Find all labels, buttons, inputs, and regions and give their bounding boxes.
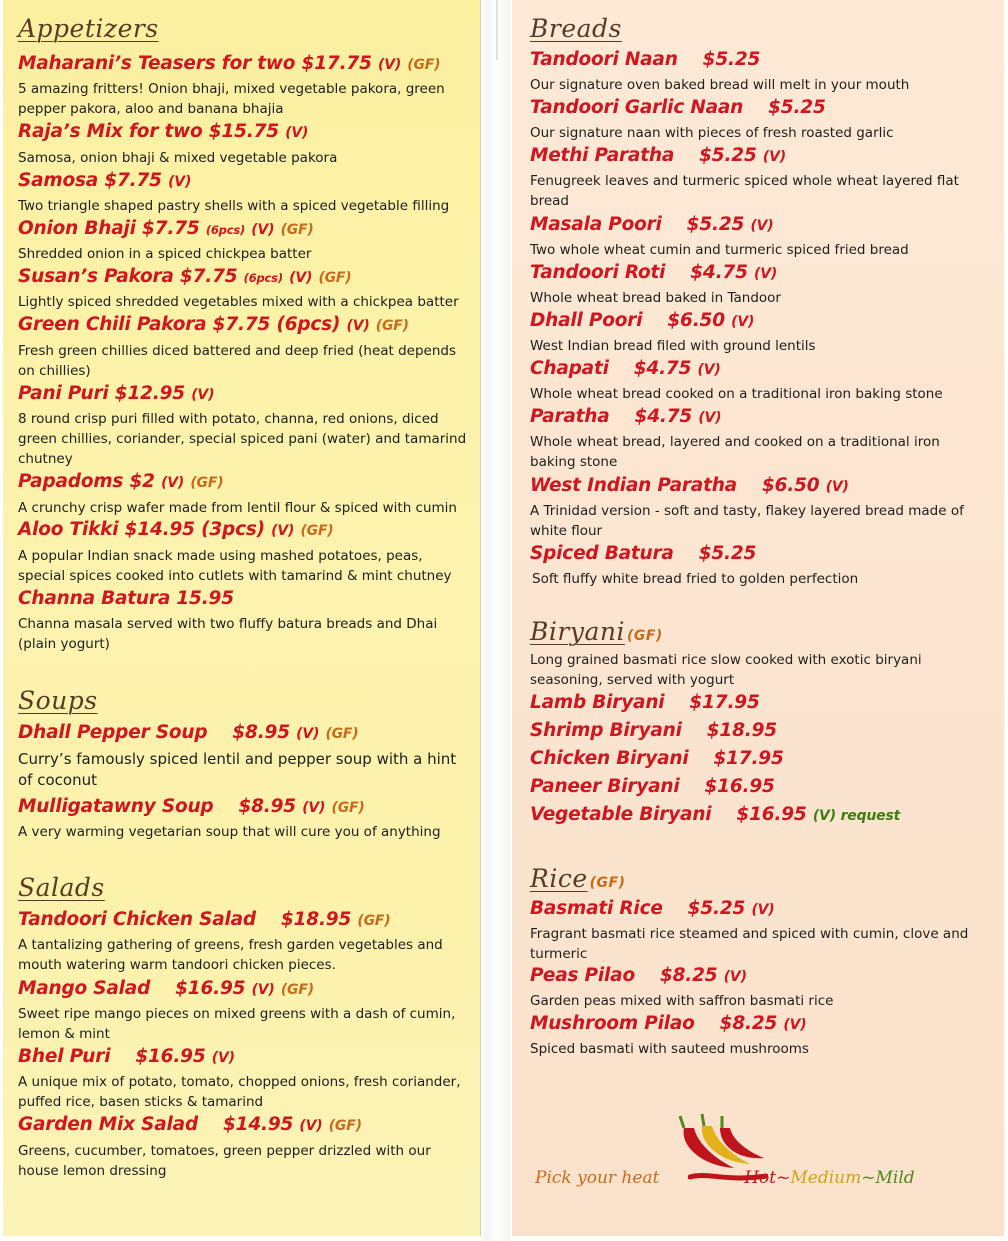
menu-item-description: Fresh green chillies diced battered and deep fried (heat depends on chillies) [18,343,457,379]
menu-item-name: Garden Mix Salad $14.95 (V) (GF) [18,1114,362,1135]
menu-item-name: Lamb Biryani $17.95 [530,692,760,713]
menu-item-name: Tandoori Garlic Naan $5.25 [530,97,826,118]
menu-item-name: Vegetable Biryani $16.95 (V) request [530,804,901,825]
menu-item-description: Two whole wheat cumin and turmeric spiced fried bread [530,242,909,258]
menu-item-description: Garden peas mixed with saffron basmati rice [530,993,834,1009]
breads-heading: Breads [530,14,622,43]
menu-item-description: A tantalizing gathering of greens, fresh garden vegetables and mouth watering warm tandoori chicken pieces. [18,937,443,973]
menu-item-description: Fenugreek leaves and turmeric spiced whole wheat layered flat bread [530,173,959,209]
menu-item-description: Whole wheat bread cooked on a traditional iron baking stone [530,386,943,402]
heat-medium: Medium [790,1168,862,1188]
heat-mild: Mild [875,1168,915,1188]
menu-item-name: Green Chili Pakora $7.75 (6pcs) (V) (GF) [18,314,409,335]
menu-item-description: Sweet ripe mango pieces on mixed greens with a dash of cumin, lemon & mint [18,1006,456,1042]
page-fold [484,0,510,1241]
menu-item-description: Whole wheat bread baked in Tandoor [530,290,781,306]
menu-item-description: Our signature oven baked bread will melt in your mouth [530,77,910,93]
menu-item-description: Whole wheat bread, layered and cooked on a traditional iron baking stone [530,434,940,470]
menu-item-description: Samosa, onion bhaji & mixed vegetable pakora [18,150,338,166]
salads-heading: Salads [18,873,105,902]
menu-item-description: Soft fluffy white bread fried to golden perfection [532,571,859,587]
heat-label: Pick your heat [535,1168,660,1188]
menu-item-name: Tandoori Naan $5.25 [530,49,761,70]
menu-item-name: Bhel Puri $16.95 (V) [18,1046,235,1067]
menu-item-description: A very warming vegetarian soup that will cure you of anything [18,824,441,840]
menu-item-description: A Trinidad version - soft and tasty, flakey layered bread made of white flour [530,503,964,539]
menu-item-name: Mushroom Pilao $8.25 (V) [530,1013,807,1034]
menu-item-name: Spiced Batura $5.25 [530,543,757,564]
menu-item-name: Aloo Tikki $14.95 (3pcs) (V) (GF) [18,519,334,540]
menu-item-description: A popular Indian snack made using mashed potatoes, peas, special spices cooked into cutlets with tamarind & mint chutney [18,548,452,584]
menu-item-name: Masala Poori $5.25 (V) [530,214,774,235]
menu-item-description: Two triangle shaped pastry shells with a spiced vegetable filling [18,198,450,214]
menu-item-description: A unique mix of potato, tomato, chopped onions, fresh coriander, puffed rice, basen sticks & tamarind [18,1074,461,1110]
menu-item-name: Raja’s Mix for two $15.75 (V) [18,121,309,142]
menu-item-description: Channa masala served with two fluffy batura breads and Dhai (plain yogurt) [18,616,438,652]
menu-item-description: Curry’s famously spiced lentil and pepper soup with a hint of coconut [18,750,457,789]
menu-item-name: Shrimp Biryani $18.95 [530,720,777,741]
menu-item-name: Tandoori Roti $4.75 (V) [530,262,778,283]
menu-item-name: Pani Puri $12.95 (V) [18,383,215,404]
menu-item-name: Chapati $4.75 (V) [530,358,721,379]
menu-item-name: Paratha $4.75 (V) [530,406,722,427]
menu-item-name: West Indian Paratha $6.50 (V) [530,475,849,496]
soups-heading: Soups [18,686,98,715]
menu-item-name: Tandoori Chicken Salad $18.95 (GF) [18,909,391,930]
menu-item-name: Papadoms $2 (V) (GF) [18,471,224,492]
menu-item-description: Greens, cucumber, tomatoes, green pepper drizzled with our house lemon dressing [18,1143,431,1179]
menu-item-name: Onion Bhaji $7.75 (6pcs) (V) (GF) [18,218,314,239]
menu-item-description: 8 round crisp puri filled with potato, channa, red onions, diced green chillies, coriander, special spiced pani (water) and tamarind chutney [18,411,467,467]
menu-item-description: A crunchy crisp wafer made from lentil flour & spiced with cumin [18,500,457,516]
rice-heading: Rice (GF) [530,864,626,893]
biryani-description: Long grained basmati rice slow cooked with exotic biryani seasoning, served with yogurt [530,652,922,688]
appetizers-heading: Appetizers [18,14,159,43]
menu-item-description: Shredded onion in a spiced chickpea batter [18,246,312,262]
menu-item-description: Lightly spiced shredded vegetables mixed with a chickpea batter [18,294,459,310]
chili-peppers-icon [672,1106,772,1176]
menu-item-name: Dhall Pepper Soup $8.95 (V) (GF) [18,722,359,743]
menu-item-name: Paneer Biryani $16.95 [530,776,775,797]
menu-item-name: Chicken Biryani $17.95 [530,748,784,769]
biryani-heading: Biryani (GF) [530,617,663,646]
menu-item-description: Fragrant basmati rice steamed and spiced with cumin, clove and turmeric [530,926,969,962]
menu-item-name: Basmati Rice $5.25 (V) [530,898,775,919]
menu-item-name: Peas Pilao $8.25 (V) [530,965,747,986]
menu-item-name: Maharani’s Teasers for two $17.75 (V) (GF) [18,53,441,74]
menu-item-description: Our signature naan with pieces of fresh roasted garlic [530,125,894,141]
menu-item-description: 5 amazing fritters! Onion bhaji, mixed vegetable pakora, green pepper pakora, aloo and banana bhajia [18,81,445,117]
menu-item-name: Dhall Poori $6.50 (V) [530,310,755,331]
menu-item-description: Spiced basmati with sauteed mushrooms [530,1041,809,1057]
heat-legend: Pick your heat Hot~Medium~Mild [535,1168,915,1188]
menu-item-name: Channa Batura 15.95 [18,588,234,609]
menu-item-name: Mulligatawny Soup $8.95 (V) (GF) [18,796,365,817]
menu-item-name: Samosa $7.75 (V) [18,170,192,191]
menu-item-name: Methi Paratha $5.25 (V) [530,145,786,166]
menu-item-name: Mango Salad $16.95 (V) (GF) [18,978,314,999]
menu-item-name: Susan’s Pakora $7.75 (6pcs) (V) (GF) [18,266,352,287]
heat-hot: Hot [744,1168,777,1188]
menu-item-description: West Indian bread filed with ground lentils [530,338,816,354]
